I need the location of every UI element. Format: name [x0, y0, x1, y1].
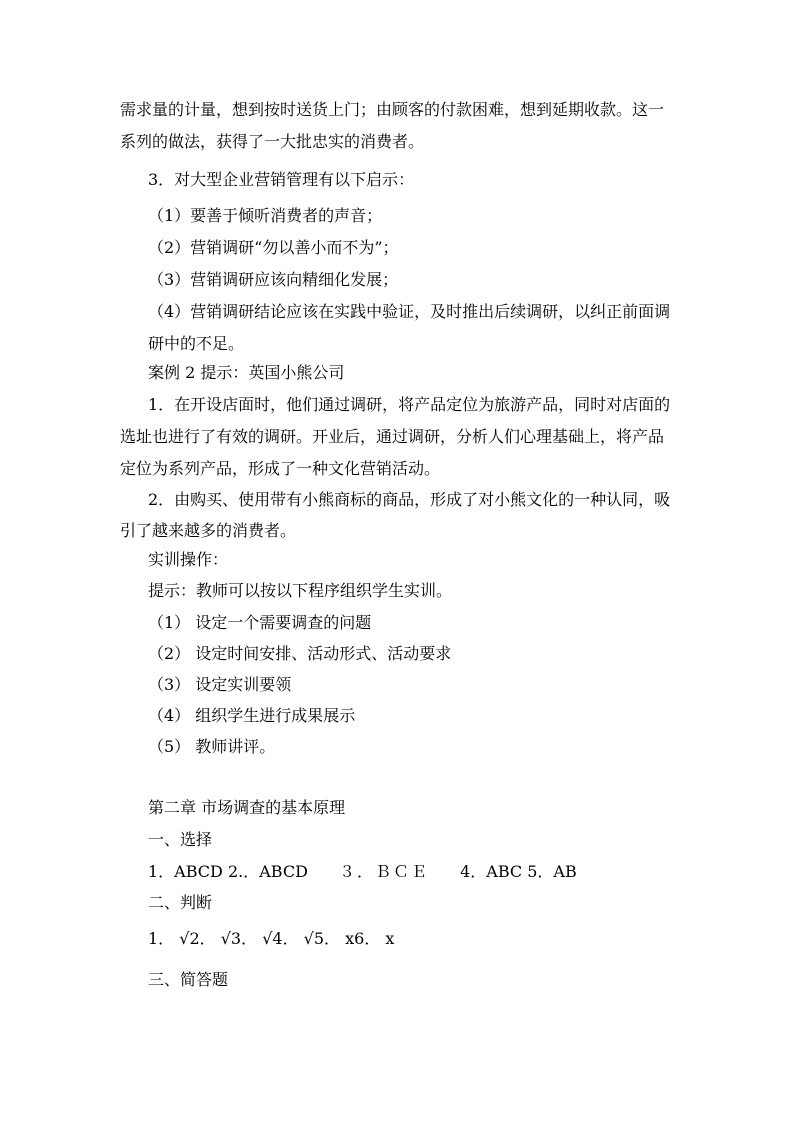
- training-step-2: （2） 设定时间安排、活动形式、活动要求: [148, 644, 452, 663]
- training-step-4: （4） 组织学生进行成果展示: [148, 706, 356, 725]
- case2-p1-line2: 选址也进行了有效的调研。开业后，通过调研，分析人们心理基础上，将产品: [120, 427, 665, 446]
- point3-heading: 3．对大型企业营销管理有以下启示：: [148, 170, 415, 189]
- chapter2-title: 第二章 市场调查的基本原理: [148, 798, 346, 817]
- insight-item-1: （1）要善于倾听消费者的声音；: [148, 206, 383, 225]
- para1-line2: 系列的做法，获得了一大批忠实的消费者。: [120, 132, 425, 151]
- para1-line1: 需求量的计量，想到按时送货上门；由顾客的付款困难，想到延期收款。这一: [120, 100, 665, 119]
- case2-p1-line3: 定位为系列产品，形成了一种文化营销活动。: [120, 459, 441, 478]
- choice-answers-row: [148, 862, 577, 882]
- choice-answer-3: ３．ＢＣＥ: [339, 862, 430, 881]
- judgment-answers: 1． √2． √3． √4． √5． x6． x: [148, 929, 395, 948]
- case2-p1-line1: 1．在开设店面时，他们通过调研，将产品定位为旅游产品，同时对店面的: [148, 395, 671, 414]
- insight-item-4-continued: 研中的不足。: [148, 334, 245, 353]
- insight-item-4: （4）营销调研结论应该在实践中验证，及时推出后续调研，以纠正前面调: [148, 302, 671, 321]
- insight-item-3: （3）营销调研应该向精细化发展；: [148, 270, 399, 289]
- section-short-answer-heading: 三、简答题: [148, 970, 229, 989]
- training-title: 实训操作：: [148, 550, 229, 569]
- training-step-3: （3） 设定实训要领: [148, 675, 292, 694]
- case2-title: 案例 2 提示：英国小熊公司: [148, 363, 345, 382]
- insight-item-2: （2）营销调研“勿以善小而不为”；: [148, 238, 399, 257]
- training-step-1: （1） 设定一个需要调查的问题: [148, 613, 372, 632]
- choice-answers-4-5: 4．ABC 5．AB: [460, 862, 577, 881]
- choice-answers-1-2: 1．ABCD 2.．ABCD: [148, 862, 308, 881]
- section-choice-heading: 一、选择: [148, 830, 213, 849]
- training-hint: 提示：教师可以按以下程序组织学生实训。: [148, 581, 453, 600]
- case2-p2-line2: 引了越来越多的消费者。: [120, 521, 297, 540]
- case2-p2-line1: 2．由购买、使用带有小熊商标的商品，形成了对小熊文化的一种认同，吸: [148, 490, 671, 509]
- section-judgment-heading: 二、判断: [148, 893, 213, 912]
- training-step-5: （5） 教师讲评。: [148, 737, 276, 756]
